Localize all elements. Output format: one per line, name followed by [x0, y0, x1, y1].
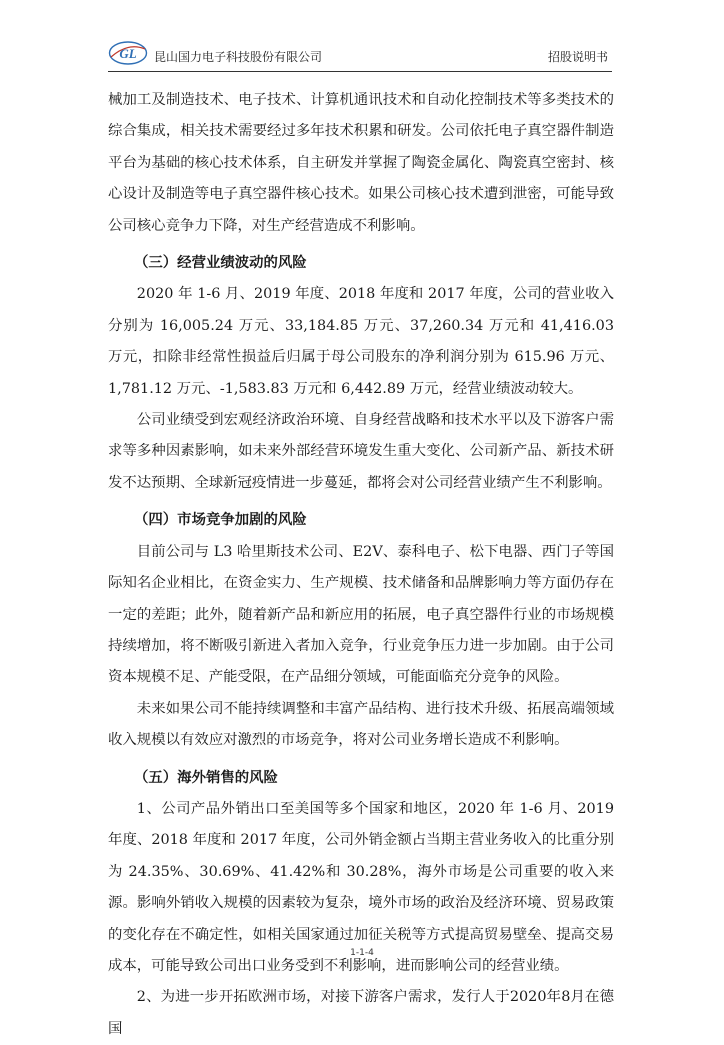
section-heading-4: （四）市场竞争加剧的风险 — [134, 512, 307, 529]
page-number: 1-1-4 — [350, 948, 374, 958]
document-title: 招股说明书 — [547, 50, 608, 64]
paragraph-performance-factors: 公司业绩受到宏观经济政治环境、自身经营战略和技术水平以及下游客户需求等多种因素影响，如未来外部经营环境发生重大变化、公司新产品、新技术研发不达预期、全球新冠疫情进一步蔓延，都将会对公司经营业绩产生不利影响。 — [108, 412, 614, 491]
document-body — [108, 85, 614, 1045]
page-header — [108, 36, 612, 72]
company-logo — [108, 40, 148, 66]
paragraph-competition-future: 未来如果公司不能持续调整和丰富产品结构、进行技术升级、拓展高端领域收入规模以有效应对激烈的市场竞争，将对公司业务增长造成不利影响。 — [108, 700, 614, 749]
header-rule — [108, 71, 612, 72]
paragraph-continued: 械加工及制造技术、电子技术、计算机通讯技术和自动化控制技术等多类技术的综合集成，相关技术需要经过多年技术积累和研发。公司依托电子真空器件制造平台为基础的核心技术体系，自主研发并掌握了陶瓷金属化、陶瓷真空密封、核心设计及制造等电子真空器件核心技术。如果公司核心技术遭到泄密，可能导致公司核心竞争力下降，对生产经营造成不利影响。 — [108, 92, 614, 234]
paragraph-overseas-1: 1、公司产品外销出口至美国等多个国家和地区，2020 年 1-6 月、2019 年度、2018 年度和 2017 年度，公司外销金额占当期主营业务收入的比重分别为 24.35%、30.69%、41.42%和 30.28%，海外市场是公司重要的收入来源。影响外销收入规模的因素较为复杂，境外市场的政治及经济环境、贸易政策的变化存在不确定性，如相关国家通过加征关税等方式提高贸易壁垒、提高交易成本，可能导致公司出口业务受到不利影响，进而影响公司的经营业绩。 — [108, 800, 614, 974]
svg-text:GL: GL — [119, 46, 137, 61]
paragraph-revenue: 2020 年 1-6 月、2019 年度、2018 年度和 2017 年度，公司的营业收入分别为 16,005.24 万元、33,184.85 万元、37,260.34 万元和 41,416.03 万元，扣除非经常性损益后归属于母公司股东的净利润分别为 615.96 万元、1,781.12 万元、-1,583.83 万元和 6,442.89 万元，经营业绩波动较大。 — [108, 286, 614, 397]
paragraph-competition: 目前公司与 L3 哈里斯技术公司、E2V、泰科电子、松下电器、西门子等国际知名企业相比，在资金实力、生产规模、技术储备和品牌影响力等方面仍存在一定的差距；此外，随着新产品和新应用的拓展，电子真空器件行业的市场规模持续增加，将不断吸引新进入者加入竞争，行业竞争压力进一步加剧。由于公司资本规模不足、产能受限，在产品细分领域，可能面临充分竞争的风险。 — [108, 543, 614, 686]
section-heading-5: （五）海外销售的风险 — [134, 769, 278, 786]
section-heading-3: （三）经营业绩波动的风险 — [134, 255, 307, 272]
paragraph-overseas-2: 2、为进一步开拓欧洲市场，对接下游客户需求，发行人于2020年8月在德国 — [108, 989, 614, 1037]
company-name: 昆山国力电子科技股份有限公司 — [154, 50, 323, 64]
